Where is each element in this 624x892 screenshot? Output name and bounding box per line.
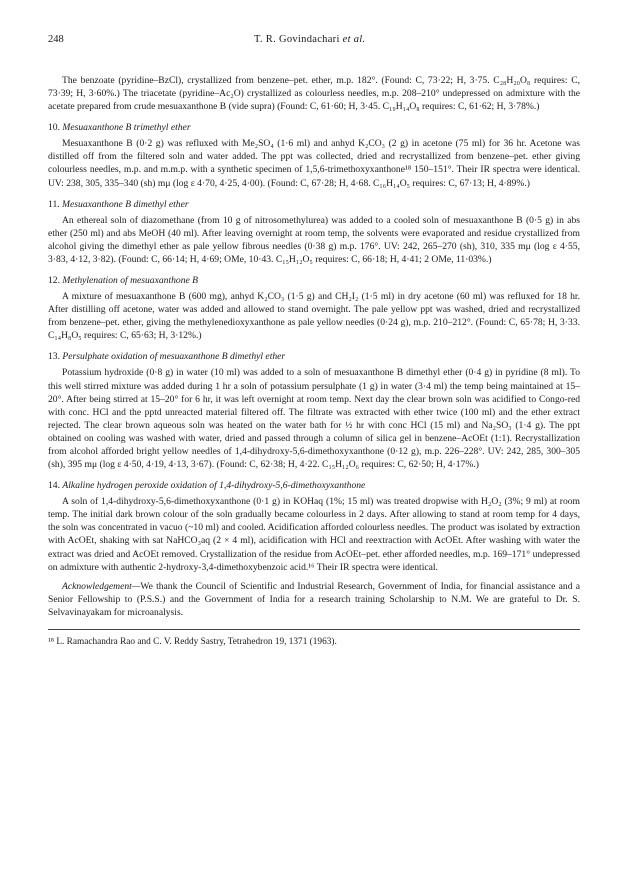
section-number: 14. [48,480,60,492]
section-11 [48,198,580,266]
acknowledgement-lead: Acknowledgement— [62,580,141,592]
section-13 [48,350,580,471]
section-body: Mesuaxanthone B (0·2 g) was refluxed with Me₂SO₄ (1·6 ml) and anhyd K₂CO₃ (2 g) in acetone (75 ml) for 36 hr. Acetone was distilled off from the filtered soln and water added. The ppt was collected, dried and recrystallized from benzene–pet. ether giving colourless needles, m.p. and m.m.p. with a synthetic specimen of 1,5,6-trimethoxyxanthone¹⁸ 150–151°. Their IR spectra were identical. UV: 238, 305, 335–340 (sh) mμ (log ε 4·70, 4·25, 4·00). (Found: C, 67·28; H, 4·68. C₁₆H₁₄O₅ requires: C, 67·13; H, 4·89%.) [48,138,580,189]
section-title: Methylenation of mesuaxanthone B [62,275,199,287]
acknowledgement-text: We thank the Council of Scientific and Industrial Research, Government of India, for financial assistance and a Senior Fellowship to (P.S.S.) and the Government of India for a research training Scholarship to N.M. We are grateful to Dr. S. Selvavinayakam for microanalysis. [48,580,580,618]
section-title: Persulphate oxidation of mesuaxanthone B dimethyl ether [62,351,286,363]
running-head [254,34,365,45]
section-body: Potassium hydroxide (0·8 g) in water (10 ml) was added to a soln of mesuaxanthone B dimethyl ether (0·4 g) in pyridine (8 ml). To this well stirred mixture was added during 1 hr a soln of potassium persulphate (1 g) in water (3·4 ml) the temp being maintained at 15–20°. After being stirred at 15–20° for 6 hr, it was left overnight at room temp. Next day the clear brown soln was acidified to Congo-red with conc. HCl and the pptd unreacted material filtered off. The filtrate was extracted with ether twice (100 ml) and the ether extract rejected. The clear brown aqueous soln was heated on the water bath for ½ hr with conc HCl (15 ml) and Na₂SO₃ (1·4 g). The ppt obtained on cooling was washed with water, dried and passed through a column of silica gel in benzene–AcOEt (1:1). Recrystallization from alcohol afforded bright yellow needles of 1,4-dihydroxy-5,6-dimethoxyxanthone (0·12 g), m.p. 226–228°. UV: 242, 285, 300–305 (sh), 395 mμ (log ε 4·50, 4·19, 4·13, 3·67). (Found: C, 62·38; H, 4·22. C₁₅H₁₂O₆ requires: C, 62·50; H, 4·17%.) [48,367,580,471]
section-heading [48,479,580,492]
page-header [48,34,580,52]
section-heading [48,198,580,211]
running-etal: et al. [342,34,366,45]
section-number: 13. [48,351,60,363]
section-number: 12. [48,275,60,287]
page [48,34,580,648]
section-number: 10. [48,122,60,134]
footnote-divider [48,629,580,630]
section-number: 11. [48,198,60,210]
section-body: A mixture of mesuaxanthone B (600 mg), anhyd K₂CO₃ (1·5 g) and CH₂I₂ (1·5 ml) in dry acetone (60 ml) was refluxed for 18 hr. After distilling off acetone, water was added and allowed to stand overnight. The pale yellow ppt was washed, dried and recrystallized from benzene–pet. ether, giving the methylenedioxyxanthone as pale yellow needles (0·24 g), m.p. 210–212°. (Found: C, 65·78; H, 3·33. C₁₄H₈O₅ requires: C, 65·63; H, 3·12%.) [48,291,580,342]
experimental-sections [48,121,580,573]
intro-paragraph: The benzoate (pyridine–BzCl), crystallized from benzene–pet. ether, m.p. 182°. (Found: C, 73·22; H, 3·75. C₂₈H₂₀O₈ requires: C, 73·39; H, 3·60%.) The triacetate (pyridine–Ac₂O) crystallized as colourless needles, m.p. 208–210° undepressed on admixture with the acetate prepared from crude mesuaxanthone B (vide supra) (Found: C, 61·60; H, 3·45. C₁₉H₁₄O₈ requires: C, 61·62; H, 3·78%.) [48,75,580,113]
section-title: Mesuaxanthone B dimethyl ether [62,198,189,210]
section-title: Mesuaxanthone B trimethyl ether [62,122,191,134]
section-10 [48,121,580,189]
running-author: T. R. Govindachari [254,34,340,45]
section-title: Alkaline hydrogen peroxide oxidation of 1,4-dihydroxy-5,6-dimethoxyxanthone [62,480,366,492]
page-number: 248 [48,34,64,45]
section-heading [48,274,580,287]
acknowledgement [48,580,580,619]
section-heading [48,121,580,134]
section-body: An ethereal soln of diazomethane (from 10 g of nitrosomethylurea) was added to a cooled soln of mesuaxanthone B (0·5 g) in abs ether (250 ml) and abs MeOH (40 ml). After leaving overnight at room temp, the solvents were evaporated and residue crystallized from alcohol giving the dimethyl ether as pale yellow fibrous needles (0·38 g) m.p. 176°. UV: 242, 265–270 (sh), 310, 335 mμ (log ε 4·55, 3·83, 4·12, 3·82). (Found: C, 66·14; H, 4·69; OMe, 10·43. C₁₅H₁₂O₅ requires: C, 66·18; H, 4·41; 2 OMe, 11·03%.) [48,214,580,265]
section-body: A soln of 1,4-dihydroxy-5,6-dimethoxyxanthone (0·1 g) in KOHaq (1%; 15 ml) was treated dropwise with H₂O₂ (3%; 9 ml) at room temp. The initial dark brown colour of the soln gradually became colourless in 2 days. After allowing to stand at room temp for 4 days, the soln was concentrated in vacuo (~10 ml) and cooled. Acidification afforded colourless needles. The product was isolated by extraction with AcOEt, shaking with sat NaHCO₃aq (2 × 4 ml), acidification with HCl and reextraction with AcOEt. After washing with water the extract was dried and AcOEt removed. Crystallization of the residue from AcOEt–pet. ether afforded needles, m.p. 169–171° undepressed on admixture with authentic 2-hydroxy-3,4-dimethoxybenzoic acid.¹⁶ Their IR spectra were identical. [48,496,580,573]
section-14 [48,479,580,574]
section-heading [48,350,580,363]
section-12 [48,274,580,342]
footnote: ¹⁸ L. Ramachandra Rao and C. V. Reddy Sastry, Tetrahedron 19, 1371 (1963). [48,637,337,647]
